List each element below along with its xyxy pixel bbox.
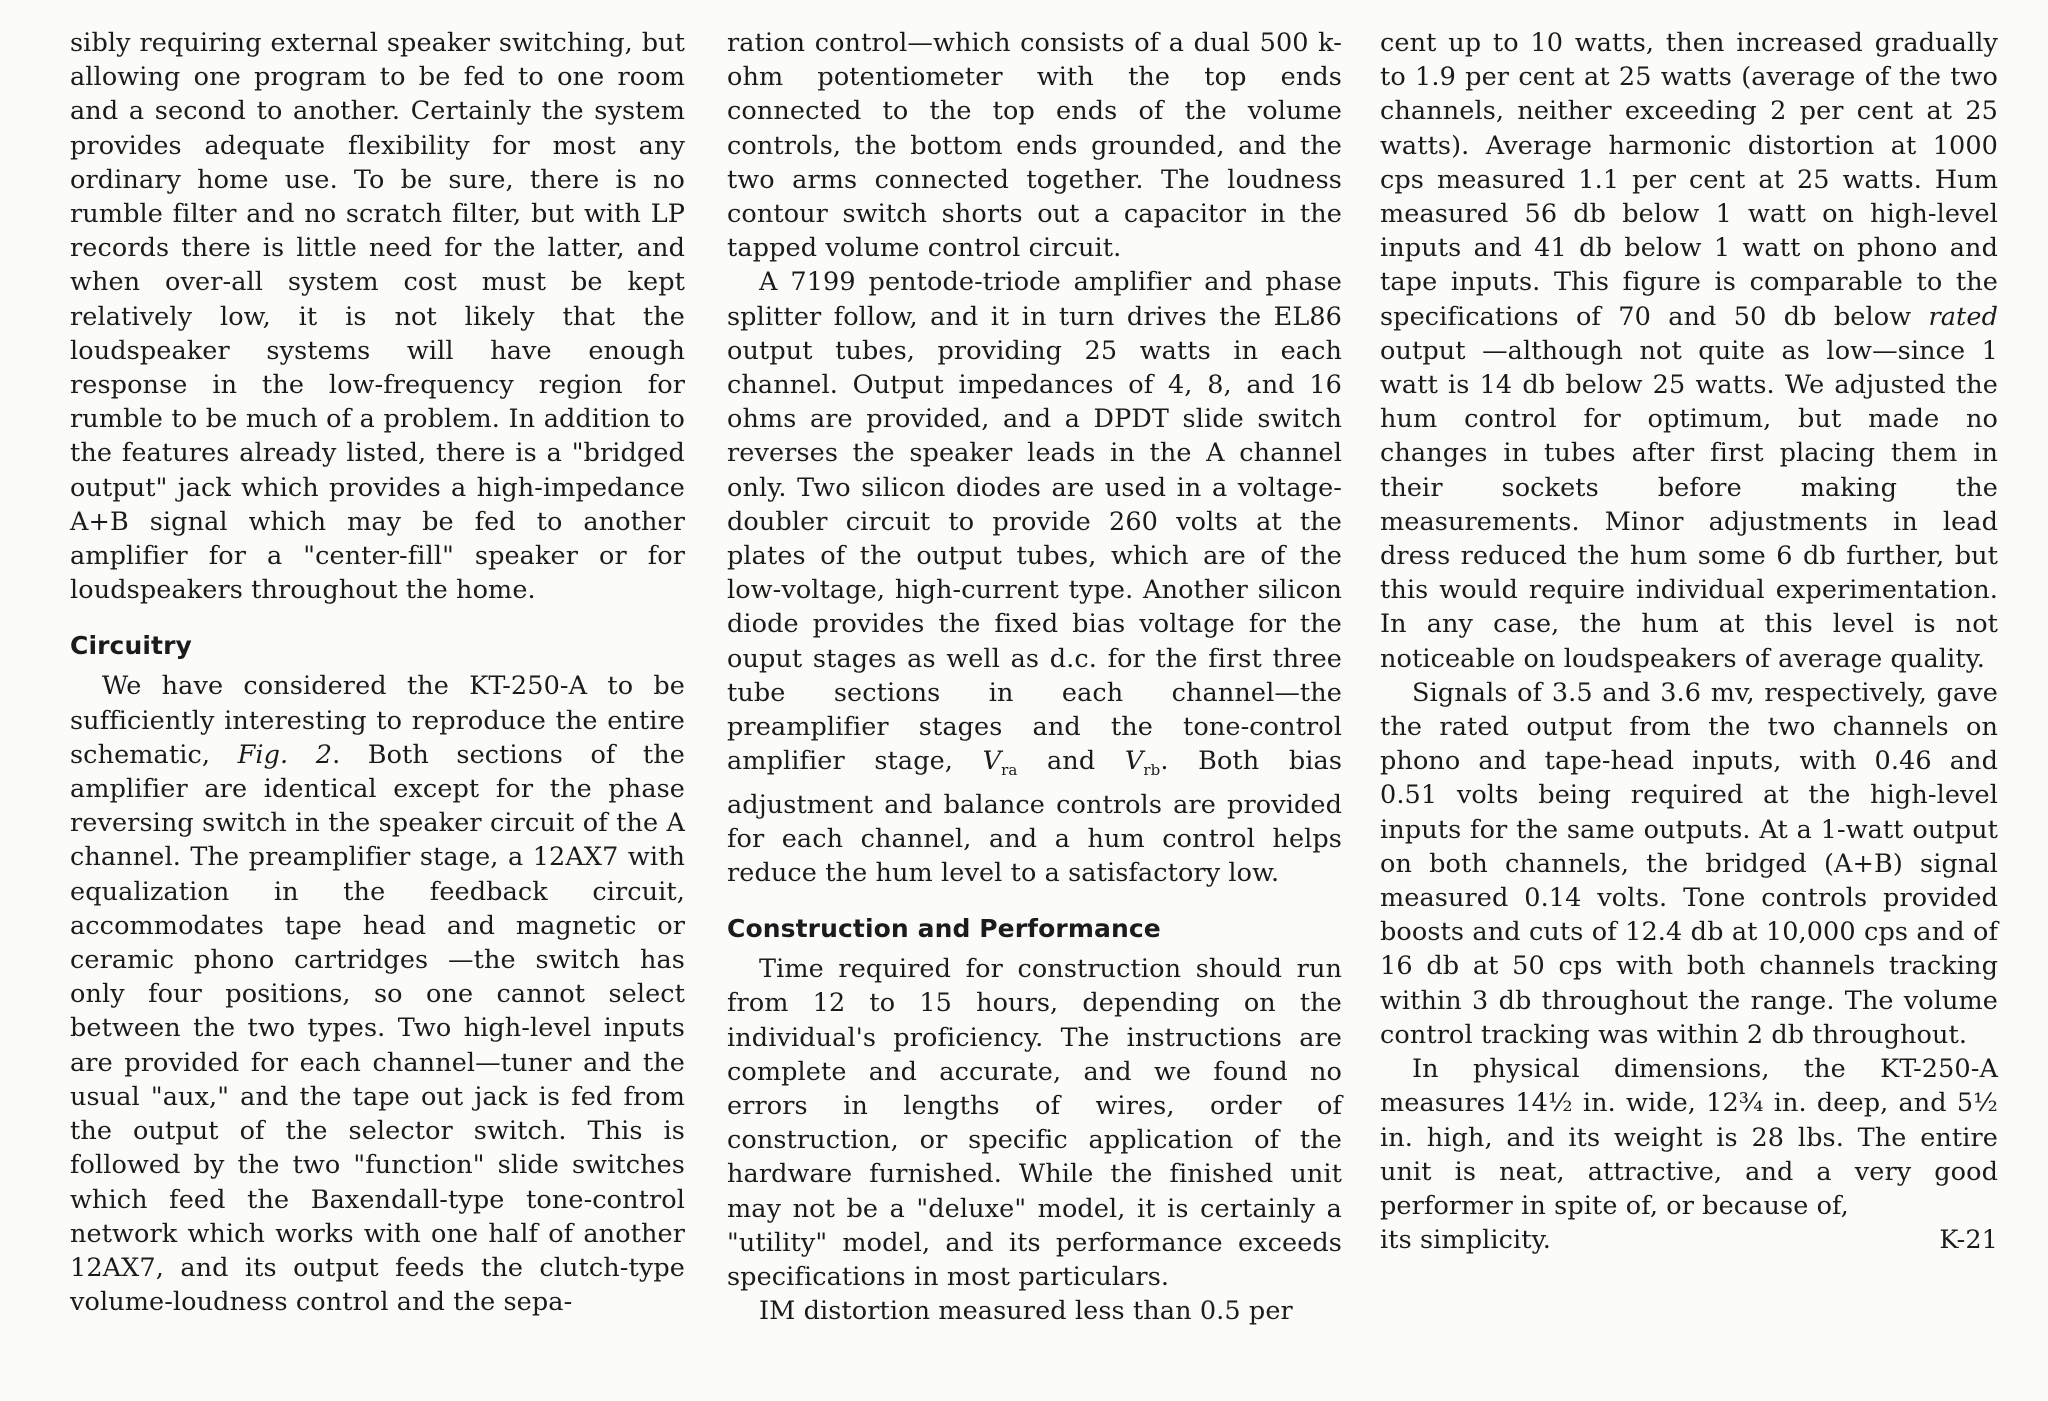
- article-signature: K-21: [1939, 1225, 1998, 1256]
- heading-construction-performance: Construction and Performance: [727, 914, 1161, 944]
- tube-subscript: ra: [1001, 761, 1018, 780]
- dimensions-text: In physical dimensions, the KT-250-A measures 14½ in. wide, 12¾ in. deep, and 5½ in. high, and its weight is 28 lbs. The entire unit is neat, attractive, and a very good performer in spite of, or because of,: [1380, 1054, 1998, 1221]
- paragraph-speaker-switching: sibly requiring external speaker switching, but allowing one program to be fed to one room and a second to another. Certainly the system provides adequate flexibility for most any ordinary home use. To be sure, there is no rumble filter and no scratch filter, but with LP records there is little need for the latter, and when over-all system cost must be kept relatively low, it is not likely that the loudspeaker systems will have enough response in the low-frequency region for rumble to be much of a problem. In addition to the features already listed, there is a "bridged output" jack which provides a high-impedance A+B signal which may be fed to another amplifier for a "center-fill" speaker or for loudspeakers throughout the home.: [70, 28, 685, 606]
- text-run: . Both bias adjustment and balance controls are provided for each channel, and a hum control helps reduce the hum level to a satisfactory low.: [727, 746, 1342, 888]
- text-run: . Both sections of the amplifier are identical except for the phase reversing switch in the speaker circuit of the A channel. The preamplifier stage, a 12AX7 with equalization in the feedback circuit, accommodates tape head and magnetic or ceramic phono cartridges —the switch has only four positions, so one cannot select between the two types. Two high-level inputs are provided for each channel—tuner and the usual "aux," and the tape out jack is fed from the output of the selector switch. This is followed by the two "function" slide switches which feed the Baxendall-type tone-control network which works with one half of another 12AX7, and its output feeds the clutch-type volume-loudness control and the sepa-: [70, 739, 685, 1318]
- paragraph-separation-control: ration control—which consists of a dual 500 k-ohm potentiometer with the top ends connected to the top ends of the volume controls, the bottom ends grounded, and the two arms connected together. The loudness contour switch shorts out a capacitor in the tapped volume control circuit.: [727, 28, 1342, 264]
- column-right: [1380, 26, 1998, 1257]
- column-left: [70, 26, 685, 1319]
- text-run: and: [1017, 746, 1125, 777]
- paragraph-im-distortion: IM distortion measured less than 0.5 per: [759, 1296, 1293, 1327]
- closing-line: [1380, 1223, 1998, 1257]
- paragraph-signals: Signals of 3.5 and 3.6 mv, respectively, gave the rated output from the two channels on phono and tape-head inputs, with 0.46 and 0.51 volts being required at the high-level inputs for the same outputs. At a 1-watt output on both channels, the bridged (A+B) signal measured 0.14 volts. Tone controls provided boosts and cuts of 12.4 db at 10,000 cps and of 16 db at 50 cps with both channels tracking within 3 db throughout the range. The volume control tracking was within 2 db throughout.: [1380, 677, 1998, 1050]
- paragraph-construction: Time required for construction should run from 12 to 15 hours, depending on the individual's proficiency. The instructions are complete and accurate, and we found no errors in lengths of wires, order of construction, or specific application of the hardware furnished. While the finished unit may not be a "deluxe" model, it is certainly a "utility" model, and its performance exceeds specifications in most particulars.: [727, 954, 1342, 1292]
- emphasis-rated: rated: [1928, 301, 1998, 332]
- text-run: We have considered the KT-250-A to be sufficiently interesting to reproduce the entire schematic,: [70, 671, 685, 770]
- paragraph-circuitry: [70, 669, 685, 1319]
- tube-label-v: V: [982, 746, 1002, 777]
- text-run: output —although not quite as low—since 1 watt is 14 db below 25 watts. We adjusted the hum control for optimum, but made no changes in tubes after first placing them in their sockets before making the measurements. Minor adjustments in lead dress reduced the hum some 6 db further, but this would require individual experimentation. In any case, the hum at this level is not noticeable on loudspeakers of average quality.: [1380, 335, 1998, 674]
- tube-subscript: rb: [1143, 761, 1161, 780]
- paragraph-output-stage: [727, 265, 1342, 890]
- paragraph-distortion-hum: [1380, 26, 1998, 676]
- text-run: cent up to 10 watts, then increased gradually to 1.9 per cent at 25 watts (average of the two channels, neither exceeding 2 per cent at 25 watts). Average harmonic distortion at 1000 cps measured 1.1 per cent at 25 watts. Hum measured 56 db below 1 watt on high-level inputs and 41 db below 1 watt on phono and tape inputs. This figure is comparable to the specifications of 70 and 50 db below: [1380, 28, 1998, 332]
- closing-text: its simplicity.: [1380, 1225, 1551, 1256]
- text-run: A 7199 pentode-triode amplifier and phase splitter follow, and it in turn drives the EL86 output tubes, providing 25 watts in each channel. Output impedances of 4, 8, and 16 ohms are provided, and a DPDT slide switch reverses the speaker leads in the A channel only. Two silicon diodes are used in a voltage-doubler circuit to provide 260 volts at the plates of the output tubes, which are of the low-voltage, high-current type. Another silicon diode provides the fixed bias voltage for the ouput stages as well as d.c. for the first three tube sections in each channel—the preamplifier stages and the tone-control amplifier stage,: [727, 267, 1342, 777]
- figure-reference: Fig. 2: [237, 739, 333, 770]
- heading-circuitry: Circuitry: [70, 631, 192, 661]
- paragraph-dimensions: [1380, 1052, 1998, 1257]
- column-middle: [727, 26, 1342, 1328]
- tube-label-v: V: [1124, 746, 1144, 777]
